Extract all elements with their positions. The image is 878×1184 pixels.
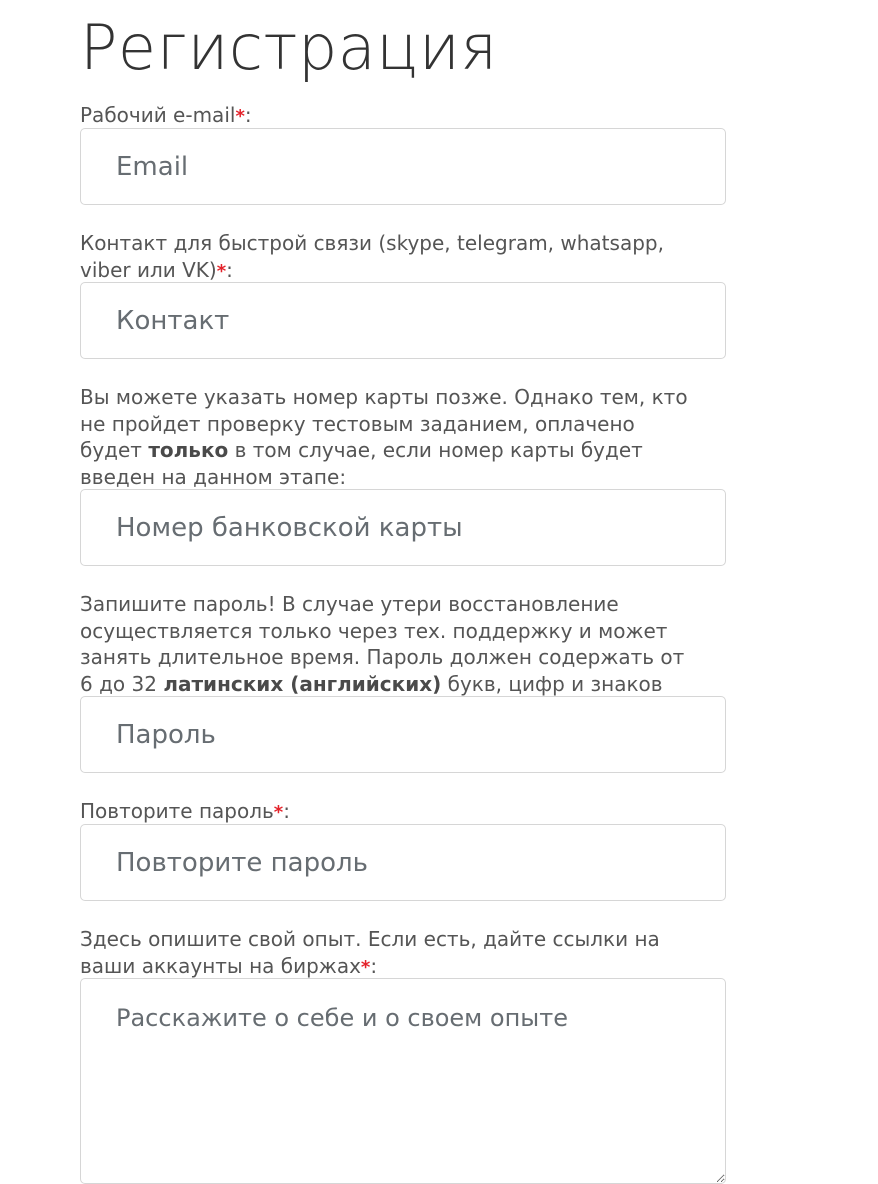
experience-label: Здесь опишите свой опыт. Если есть, дайте ссылки на ваши аккаунты на биржах*: xyxy=(80,927,660,978)
page-title: Регистрация xyxy=(80,11,498,84)
password-repeat-input[interactable] xyxy=(80,824,726,901)
required-marker: * xyxy=(360,956,371,978)
email-label: Рабочий e-mail*: xyxy=(80,103,252,127)
required-marker: * xyxy=(273,802,284,823)
password-repeat-label: Повторите пароль*: xyxy=(80,799,290,823)
required-marker: * xyxy=(216,260,227,282)
password-label: Запишите пароль! В случае утери восстановление осуществляется только через тех. поддержку и может занять длительное время. Пароль должен содержать от 6 до 32 латинских (английских) букв, цифр и знаков xyxy=(80,591,700,726)
password-input[interactable] xyxy=(80,696,726,773)
card-number-input[interactable] xyxy=(80,489,726,566)
card-label: Вы можете указать номер карты позже. Однако тем, кто не пройдет проверку тестовым заданием, оплачено будет только в том случае, если номер карты будет введен на данном этапе: xyxy=(80,385,688,489)
contact-label: Контакт для быстрой связи (skype, telegram, whatsapp, viber или VK)*: xyxy=(80,231,664,282)
experience-textarea[interactable] xyxy=(80,978,726,1184)
required-marker: * xyxy=(235,106,245,127)
contact-input[interactable] xyxy=(80,282,726,359)
email-input[interactable] xyxy=(80,128,726,205)
